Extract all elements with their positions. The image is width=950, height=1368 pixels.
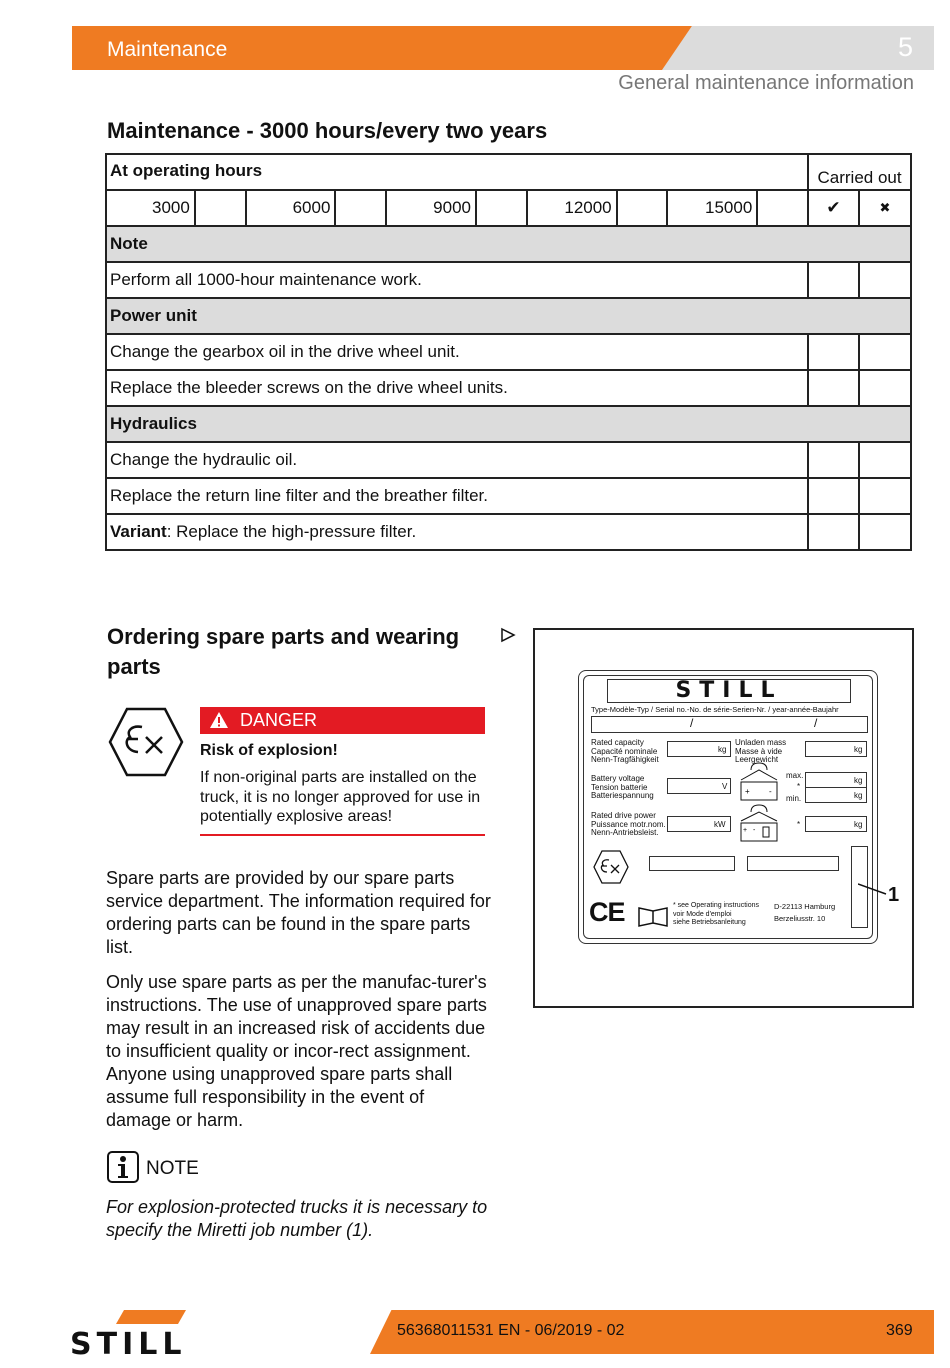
checkbox-cell[interactable] xyxy=(195,190,246,226)
done-checkbox[interactable] xyxy=(808,370,859,406)
table-row xyxy=(106,514,911,550)
variant-text: : Replace the high-pressure filter. xyxy=(166,522,417,541)
table-row xyxy=(106,370,911,406)
cross-icon: ✖ xyxy=(859,190,911,226)
svg-text:+: + xyxy=(745,787,750,796)
danger-banner: DANGER xyxy=(200,707,485,734)
not-done-checkbox[interactable] xyxy=(859,370,911,406)
ce-mark-icon: CE xyxy=(589,897,625,927)
type-field xyxy=(591,716,868,733)
ordering-parts-title: Ordering spare parts and wearing parts xyxy=(107,624,460,679)
task-text-variant xyxy=(106,514,808,550)
danger-heading: Risk of explosion! xyxy=(200,742,338,759)
check-icon: ✔ xyxy=(808,190,859,226)
spare-parts-paragraph: Spare parts are provided by our spare parts service department. The information required for ordering parts can be found in the spare parts list. xyxy=(106,868,491,957)
hours-cell: 15000 xyxy=(667,190,757,226)
plate-brand: STILL xyxy=(675,678,783,703)
page-number: 369 xyxy=(886,1322,913,1339)
task-text: Replace the return line filter and the breather filter. xyxy=(106,478,808,514)
unit-label: V xyxy=(722,782,728,791)
chapter-title: Maintenance xyxy=(107,38,228,61)
checkbox-cell[interactable] xyxy=(335,190,386,226)
info-icon xyxy=(107,1151,139,1183)
operating-hours-header: At operating hours xyxy=(106,154,808,190)
task-text: Change the gearbox oil in the drive wheel unit. xyxy=(106,334,808,370)
unit-label: kg xyxy=(854,745,863,754)
done-checkbox[interactable] xyxy=(808,262,859,298)
separator: / xyxy=(690,716,694,730)
unit-label: kW xyxy=(714,820,726,829)
unit-label: kg xyxy=(854,820,863,829)
manufacturer-address: D-22113 Hamburg Berzeliusstr. 10 xyxy=(774,902,836,923)
battery-icon xyxy=(737,760,781,804)
table-row xyxy=(106,442,911,478)
plate-field xyxy=(649,856,735,871)
task-text: Replace the bleeder screws on the drive wheel units. xyxy=(106,370,808,406)
callout-number: 1 xyxy=(888,884,900,906)
battery-voltage-label: Battery voltage Tension batterie Batteriespannung xyxy=(591,774,654,800)
done-checkbox[interactable] xyxy=(808,334,859,370)
svg-text:+: + xyxy=(743,827,748,834)
star-label: * xyxy=(797,782,801,791)
checkbox-cell[interactable] xyxy=(757,190,808,226)
table-row xyxy=(106,334,911,370)
approved-parts-paragraph: Only use spare parts as per the manufac-turer's instructions. The use of unapproved spare parts may result in an increased risk of accidents due to insufficient quality or incor-rect assignment. Anyone using unapproved spare parts shall assume full responsibility in the event of damage or harm. xyxy=(106,972,487,1130)
hours-cell: 3000 xyxy=(106,190,195,226)
not-done-checkbox[interactable] xyxy=(859,478,911,514)
rated-drive-power-label: Rated drive power Puissance motr.nom. Nenn-Antriebsleist. xyxy=(591,811,666,837)
table-row xyxy=(106,262,911,298)
group-heading: Note xyxy=(106,226,911,262)
plate-type-line: Type-Modèle-Typ / Serial no.-No. de série-Serien-Nr. / year-année-Baujahr xyxy=(591,705,839,714)
plate-field xyxy=(747,856,839,871)
explosion-protection-icon xyxy=(593,850,629,884)
variant-label: Variant xyxy=(110,522,167,541)
book-icon xyxy=(637,904,669,928)
task-text: Change the hydraulic oil. xyxy=(106,442,808,478)
danger-divider xyxy=(200,834,485,836)
not-done-checkbox[interactable] xyxy=(859,334,911,370)
checkbox-cell[interactable] xyxy=(476,190,527,226)
unit-label: kg xyxy=(718,745,727,754)
maintenance-table xyxy=(105,153,912,551)
battery-weight-icon xyxy=(737,803,781,845)
separator: / xyxy=(814,716,818,730)
group-heading: Hydraulics xyxy=(106,406,911,442)
section-title: Maintenance - 3000 hours/every two years xyxy=(107,118,548,143)
unit-label: kg xyxy=(854,776,863,785)
done-checkbox[interactable] xyxy=(808,478,859,514)
chapter-number: 5 xyxy=(898,32,914,62)
hours-cell: 9000 xyxy=(386,190,476,226)
not-done-checkbox[interactable] xyxy=(859,514,911,550)
note-label: NOTE xyxy=(146,1158,199,1179)
explosion-protection-icon xyxy=(108,707,184,777)
min-label: min. xyxy=(786,794,802,803)
hours-cell: 6000 xyxy=(246,190,336,226)
table-row xyxy=(106,478,911,514)
warning-icon xyxy=(209,711,229,729)
play-arrow-icon xyxy=(500,627,516,643)
task-text: Perform all 1000-hour maintenance work. xyxy=(106,262,808,298)
danger-text: If non-original parts are installed on the truck, it is no longer approved for use in potentially explosive areas! xyxy=(200,769,481,825)
done-checkbox[interactable] xyxy=(808,514,859,550)
carried-out-header: Carried out xyxy=(808,154,911,190)
checkbox-cell[interactable] xyxy=(617,190,668,226)
nameplate-inner xyxy=(583,675,873,939)
max-label: max. xyxy=(786,771,804,780)
group-heading: Power unit xyxy=(106,298,911,334)
hours-cell: 12000 xyxy=(527,190,617,226)
see-instructions-note: * see Operating instructions voir Mode d'emploi siehe Betriebsanleitung xyxy=(673,902,759,926)
section-subtitle: General maintenance information xyxy=(618,72,914,94)
svg-text:STILL: STILL xyxy=(70,1327,187,1356)
rated-capacity-label: Rated capacity Capacité nominale Nenn-Tragfähigkeit xyxy=(591,738,659,764)
callout-line xyxy=(858,882,888,896)
still-logo xyxy=(70,1310,230,1356)
hours-row xyxy=(106,190,911,226)
not-done-checkbox[interactable] xyxy=(859,442,911,478)
done-checkbox[interactable] xyxy=(808,442,859,478)
not-done-checkbox[interactable] xyxy=(859,262,911,298)
header-chapter-bar xyxy=(662,26,934,70)
unladen-mass-label: Unladen mass Masse à vide Leergewicht xyxy=(735,738,787,764)
note-text: For explosion-protected trucks it is necessary to specify the Miretti job number (1). xyxy=(106,1197,488,1240)
document-id: 56368011531 EN - 06/2019 - 02 xyxy=(397,1322,625,1339)
star-label: * xyxy=(797,820,801,829)
unit-label: kg xyxy=(854,791,863,800)
svg-text:-: - xyxy=(769,787,772,796)
svg-text:-: - xyxy=(753,827,756,834)
